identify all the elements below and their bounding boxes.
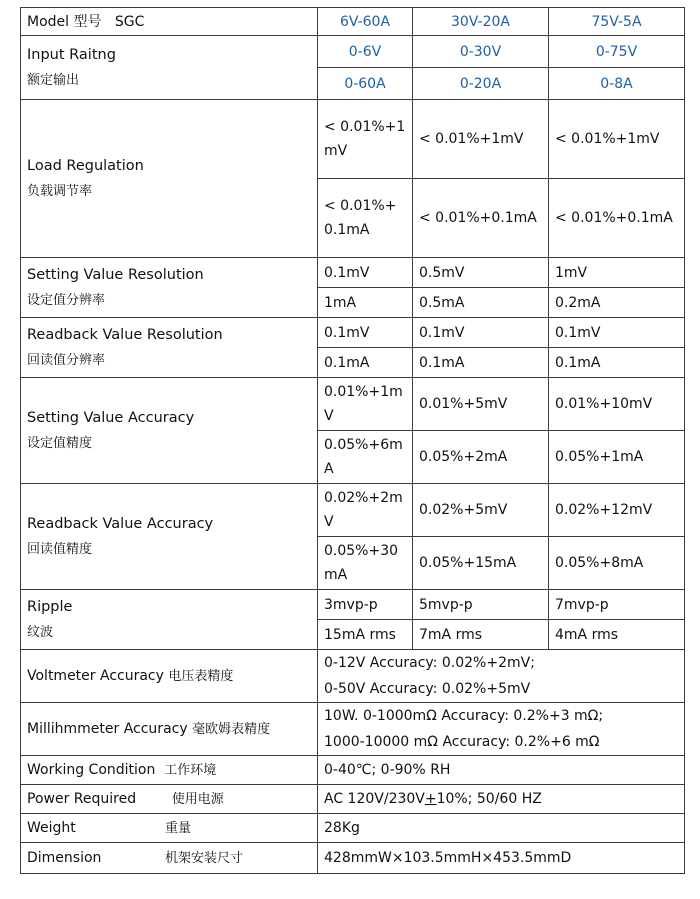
- rb-acc-voltage-cell: 0.02%+2mV: [318, 484, 413, 537]
- rb-acc-voltage-cell: 0.02%+12mV: [549, 484, 685, 537]
- readback-accuracy-label: [21, 484, 318, 590]
- setting-accuracy-en: Setting Value Accuracy: [27, 409, 195, 426]
- readback-resolution-en: Readback Value Resolution: [27, 326, 223, 343]
- load-reg-voltage-cell: < 0.01%+1mV: [318, 100, 413, 179]
- milliohmmeter-label: [21, 703, 318, 756]
- rb-res-voltage-cell: 0.1mV: [413, 318, 549, 348]
- load-regulation-zh: 负载调节率: [27, 183, 93, 199]
- readback-accuracy-en: Readback Value Accuracy: [27, 515, 214, 532]
- setting-resolution-zh: 设定值分辨率: [27, 292, 106, 308]
- voltmeter-line: 0-12V Accuracy: 0.02%+2mV;: [324, 655, 535, 671]
- weight-en: Weight: [27, 819, 76, 836]
- ripple-voltage-cell: 3mvp-p: [318, 590, 413, 620]
- working-condition-en: Working Condition: [27, 761, 156, 778]
- set-acc-current-cell: 0.05%+1mA: [549, 431, 685, 484]
- load-reg-current-cell: < 0.01%+0.1mA: [549, 179, 685, 258]
- set-acc-current-cell: 0.05%+2mA: [413, 431, 549, 484]
- rated-output-en: Input Raitng: [27, 46, 116, 63]
- set-res-voltage-cell: 1mV: [549, 258, 685, 288]
- voltmeter-row: [21, 650, 685, 703]
- rb-res-current-cell: 0.1mA: [549, 348, 685, 378]
- dimension-en: Dimension: [27, 849, 102, 866]
- rated-current-cell: 0-20A: [413, 68, 549, 100]
- rb-acc-voltage-row: [21, 484, 685, 537]
- readback-resolution-zh: 回读值分辨率: [27, 352, 106, 368]
- dimension-value: 428mmW×103.5mmH×453.5mmD: [318, 843, 685, 874]
- ripple-current-cell: 4mA rms: [549, 620, 685, 650]
- readback-resolution-label: [21, 318, 318, 378]
- weight-label: [21, 814, 318, 843]
- working-condition-label: [21, 756, 318, 785]
- power-voltage: AC 120V/230V: [324, 791, 425, 807]
- rated-output-zh: 额定输出: [27, 72, 80, 88]
- milliohmmeter-line: 1000-10000 mΩ Accuracy: 0.2%+6 mΩ: [324, 734, 600, 750]
- rated-voltage-cell: 0-75V: [549, 36, 685, 68]
- voltmeter-zh: 电压表精度: [168, 668, 234, 684]
- weight-value: 28Kg: [318, 814, 685, 843]
- rb-res-current-cell: 0.1mA: [413, 348, 549, 378]
- rb-acc-voltage-cell: 0.02%+5mV: [413, 484, 549, 537]
- set-res-current-cell: 0.2mA: [549, 288, 685, 318]
- ripple-zh: 纹波: [27, 624, 54, 640]
- model-30v: 30V-20A: [413, 8, 549, 36]
- readback-accuracy-zh: 回读值精度: [27, 541, 93, 557]
- setting-resolution-label: [21, 258, 318, 318]
- rated-current-cell: 0-60A: [318, 68, 413, 100]
- ripple-label: [21, 590, 318, 650]
- setting-resolution-en: Setting Value Resolution: [27, 266, 204, 283]
- milliohmmeter-line: 10W. 0-1000mΩ Accuracy: 0.2%+3 mΩ;: [324, 708, 604, 724]
- set-acc-voltage-row: [21, 378, 685, 431]
- load-regulation-label: [21, 100, 318, 258]
- set-res-voltage-row: [21, 258, 685, 288]
- set-acc-voltage-cell: 0.01%+10mV: [549, 378, 685, 431]
- power-required-label: [21, 785, 318, 814]
- milliohmmeter-en: Millihmmeter Accuracy: [27, 720, 188, 737]
- rb-acc-current-cell: 0.05%+30mA: [318, 537, 413, 590]
- model-label: Model 型号: [27, 13, 102, 30]
- ripple-en: Ripple: [27, 598, 73, 615]
- ripple-voltage-cell: 5mvp-p: [413, 590, 549, 620]
- rated-output-label: [21, 36, 318, 100]
- header-row: [21, 8, 685, 36]
- set-acc-voltage-cell: 0.01%+1mV: [318, 378, 413, 431]
- load-reg-voltage-row: [21, 100, 685, 179]
- set-res-voltage-cell: 0.5mV: [413, 258, 549, 288]
- working-condition-value: 0-40℃; 0-90% RH: [318, 756, 685, 785]
- ripple-current-cell: 15mA rms: [318, 620, 413, 650]
- milliohmmeter-zh: 毫欧姆表精度: [192, 721, 271, 737]
- power-required-value: [318, 785, 685, 814]
- series-name: SGC: [114, 13, 145, 30]
- working-condition-row: [21, 756, 685, 785]
- rated-current-cell: 0-8A: [549, 68, 685, 100]
- power-tolerance: 10%; 50/60 HZ: [436, 791, 542, 807]
- rb-res-current-cell: 0.1mA: [318, 348, 413, 378]
- rb-res-voltage-cell: 0.1mV: [318, 318, 413, 348]
- spec-table: [20, 7, 685, 874]
- voltmeter-en: Voltmeter Accuracy: [27, 667, 164, 684]
- ripple-current-cell: 7mA rms: [413, 620, 549, 650]
- rb-res-voltage-cell: 0.1mV: [549, 318, 685, 348]
- set-res-current-cell: 1mA: [318, 288, 413, 318]
- power-required-en: Power Required: [27, 790, 137, 807]
- rated-voltage-cell: 0-30V: [413, 36, 549, 68]
- rated-voltage-cell: 0-6V: [318, 36, 413, 68]
- rb-acc-current-cell: 0.05%+15mA: [413, 537, 549, 590]
- setting-accuracy-zh: 设定值精度: [27, 435, 93, 451]
- set-res-voltage-cell: 0.1mV: [318, 258, 413, 288]
- set-acc-voltage-cell: 0.01%+5mV: [413, 378, 549, 431]
- dimension-zh: 机架安装尺寸: [165, 850, 244, 866]
- voltmeter-value: [318, 650, 685, 703]
- working-condition-zh: 工作环境: [164, 762, 217, 778]
- weight-zh: 重量: [165, 820, 192, 836]
- load-reg-current-cell: < 0.01%+0.1mA: [413, 179, 549, 258]
- weight-row: [21, 814, 685, 843]
- setting-accuracy-label: [21, 378, 318, 484]
- load-reg-voltage-cell: < 0.01%+1mV: [549, 100, 685, 179]
- dimension-row: [21, 843, 685, 874]
- voltmeter-label: [21, 650, 318, 703]
- power-required-row: [21, 785, 685, 814]
- plus-minus-sign: +: [424, 791, 437, 807]
- ripple-voltage-cell: 7mvp-p: [549, 590, 685, 620]
- milliohmmeter-value: [318, 703, 685, 756]
- rb-res-voltage-row: [21, 318, 685, 348]
- ripple-voltage-row: [21, 590, 685, 620]
- model-6v: 6V-60A: [318, 8, 413, 36]
- load-reg-voltage-cell: < 0.01%+1mV: [413, 100, 549, 179]
- set-res-current-cell: 0.5mA: [413, 288, 549, 318]
- dimension-label: [21, 843, 318, 874]
- power-required-zh: 使用电源: [171, 791, 224, 807]
- model-label-cell: [21, 8, 318, 36]
- milliohmmeter-row: [21, 703, 685, 756]
- rated-voltage-row: [21, 36, 685, 68]
- load-regulation-en: Load Regulation: [27, 157, 144, 174]
- rb-acc-current-cell: 0.05%+8mA: [549, 537, 685, 590]
- model-75v: 75V-5A: [549, 8, 685, 36]
- load-reg-current-cell: < 0.01%+0.1mA: [318, 179, 413, 258]
- voltmeter-line: 0-50V Accuracy: 0.02%+5mV: [324, 681, 531, 697]
- set-acc-current-cell: 0.05%+6mA: [318, 431, 413, 484]
